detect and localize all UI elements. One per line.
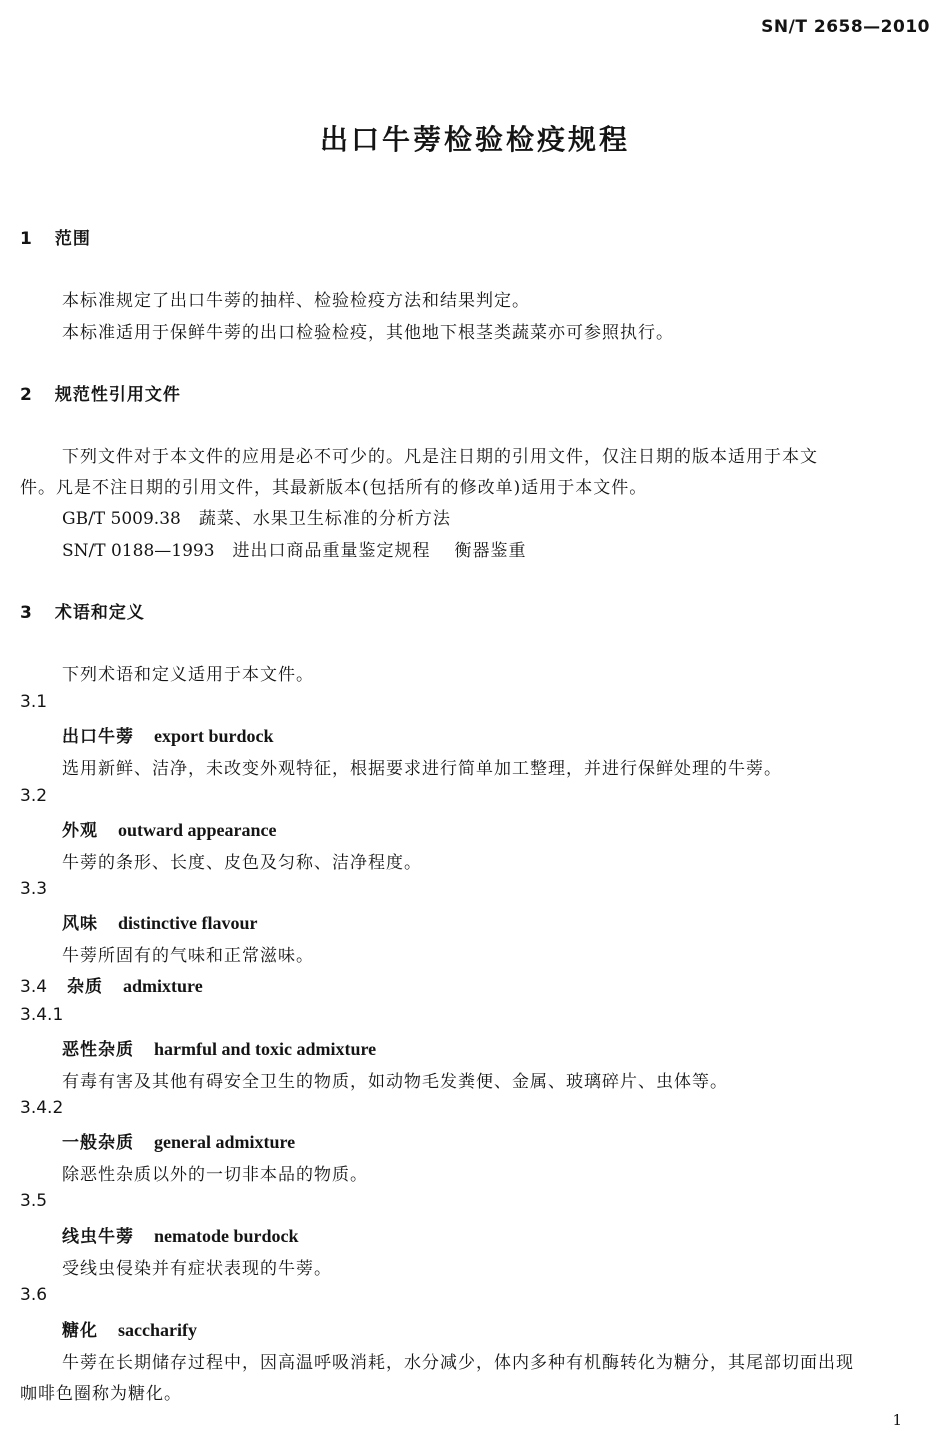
- term-number: 3.1: [20, 692, 48, 712]
- term-english: harmful and toxic admixture: [154, 1039, 377, 1059]
- term-number: 3.4: [20, 977, 48, 997]
- section-number: 3: [20, 603, 33, 623]
- term-heading: [62, 722, 274, 747]
- term-definition: 牛蒡的条形、长度、皮色及匀称、洁净程度。: [62, 853, 422, 873]
- term-chinese: 糖化: [62, 1321, 98, 1341]
- term-english: admixture: [123, 976, 203, 996]
- term-number: 3.2: [20, 786, 48, 806]
- section-title: 范围: [54, 229, 91, 249]
- section-1-heading: [20, 224, 91, 249]
- section-number: 1: [20, 229, 33, 249]
- term-chinese: 出口牛蒡: [62, 727, 134, 747]
- term-definition: 除恶性杂质以外的一切非本品的物质。: [62, 1165, 368, 1185]
- term-english: outward appearance: [118, 820, 277, 840]
- term-number: 3.3: [20, 879, 48, 899]
- term-chinese: 外观: [62, 821, 98, 841]
- term-definition: 牛蒡所固有的气味和正常滋味。: [62, 946, 314, 966]
- term-number: 3.6: [20, 1285, 48, 1305]
- section-2-heading: [20, 380, 181, 405]
- term-heading: [62, 1316, 197, 1341]
- reference-code: SN/T 0188—1993: [62, 541, 215, 561]
- standard-number: SN/T 2658—2010: [761, 17, 930, 37]
- section-3-intro: 下列术语和定义适用于本文件。: [62, 665, 314, 685]
- term-definition: 牛蒡在长期储存过程中，因高温呼吸消耗，水分减少，体内多种有机酶转化为糖分，其尾部切面出现: [62, 1353, 854, 1373]
- term-chinese: 风味: [62, 914, 98, 934]
- reference-entry: [62, 504, 451, 529]
- section-title: 术语和定义: [54, 603, 145, 623]
- term-number: 3.5: [20, 1191, 48, 1211]
- term-definition: 有毒有害及其他有碍安全卫生的物质，如动物毛发粪便、金属、玻璃碎片、虫体等。: [62, 1072, 728, 1092]
- term-heading: [62, 1035, 376, 1060]
- page-number: 1: [892, 1411, 902, 1429]
- term-chinese: 线虫牛蒡: [62, 1227, 134, 1247]
- term-english: distinctive flavour: [118, 913, 258, 933]
- term-english: nematode burdock: [154, 1226, 299, 1246]
- term-chinese: 一般杂质: [62, 1133, 134, 1153]
- term-number: 3.4.2: [20, 1098, 64, 1118]
- term-heading: [62, 1128, 295, 1153]
- section-2-intro-line: 件。凡是不注日期的引用文件，其最新版本(包括所有的修改单)适用于本文件。: [20, 478, 648, 498]
- term-definition: 咖啡色圈称为糖化。: [20, 1384, 182, 1404]
- term-english: export burdock: [154, 726, 274, 746]
- term-chinese: 恶性杂质: [62, 1040, 134, 1060]
- section-title: 规范性引用文件: [54, 385, 181, 405]
- section-1-paragraph: 本标准规定了出口牛蒡的抽样、检验检疫方法和结果判定。: [62, 291, 530, 311]
- term-heading: [62, 1222, 299, 1247]
- document-title: 出口牛蒡检验检疫规程: [319, 123, 630, 156]
- reference-entry: [62, 536, 527, 561]
- reference-code: GB/T 5009.38: [62, 509, 181, 529]
- reference-title: 蔬菜、水果卫生标准的分析方法: [198, 509, 451, 529]
- section-2-intro-line: 下列文件对于本文件的应用是必不可少的。凡是注日期的引用文件，仅注日期的版本适用于本文: [62, 447, 818, 467]
- term-chinese: 杂质: [67, 977, 104, 997]
- section-3-heading: [20, 598, 145, 623]
- term-heading: [62, 909, 258, 934]
- section-number: 2: [20, 385, 33, 405]
- term-heading: [62, 816, 277, 841]
- section-1-paragraph: 本标准适用于保鲜牛蒡的出口检验检疫，其他地下根茎类蔬菜亦可参照执行。: [62, 323, 674, 343]
- reference-title: 进出口商品重量鉴定规程: [232, 541, 431, 561]
- term-definition: 选用新鲜、洁净，未改变外观特征，根据要求进行简单加工整理，并进行保鲜处理的牛蒡。: [62, 759, 782, 779]
- term-english: general admixture: [154, 1132, 296, 1152]
- term-english: saccharify: [118, 1320, 197, 1340]
- term-definition: 受线虫侵染并有症状表现的牛蒡。: [62, 1259, 332, 1279]
- reference-subtitle: 衡器鉴重: [454, 541, 527, 561]
- term-number: 3.4.1: [20, 1005, 64, 1025]
- term-heading: [20, 972, 203, 997]
